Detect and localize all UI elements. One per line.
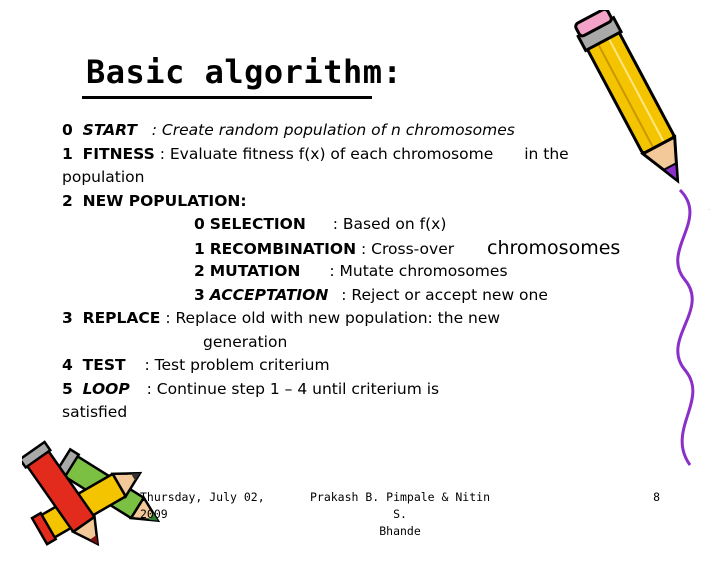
substep-term: RECOMBINATION xyxy=(209,239,357,258)
footer-authors-line1: Prakash B. Pimpale & Nitin S. xyxy=(309,490,490,521)
step-description-cont: population xyxy=(62,168,145,186)
footer-date xyxy=(140,489,270,523)
step-number: 4 xyxy=(62,356,73,374)
step-number: 1 xyxy=(62,144,73,163)
substep-description: : Cross-over xyxy=(361,239,455,258)
substep-term: ACCEPTATION xyxy=(209,285,329,304)
substep-acceptation xyxy=(62,284,702,308)
step-description: : Replace old with new population: the new xyxy=(165,309,501,327)
squiggle-line xyxy=(640,180,720,470)
step-term: LOOP xyxy=(82,379,130,398)
substep-recombination xyxy=(62,237,702,261)
title-underline xyxy=(82,96,372,99)
step-term: NEW POPULATION: xyxy=(82,191,247,210)
substep-description-tail: chromosomes xyxy=(487,236,621,259)
step-loop-continued xyxy=(62,401,702,425)
substep-mutation xyxy=(62,260,702,284)
substep-number: 2 xyxy=(194,262,205,280)
step-number: 5 xyxy=(62,379,73,398)
step-number: 3 xyxy=(62,309,73,327)
step-description-cont: satisfied xyxy=(62,403,128,421)
step-description: : Continue step 1 – 4 until criterium is xyxy=(146,379,440,398)
step-replace-continued xyxy=(62,331,702,355)
step-number: 2 xyxy=(62,191,73,210)
step-number: 0 xyxy=(62,121,73,139)
substep-number: 0 xyxy=(194,215,205,233)
footer-authors-line2: Bhande xyxy=(379,524,421,538)
substep-number: 3 xyxy=(194,285,205,304)
substep-term: MUTATION xyxy=(209,262,301,280)
substep-description: : Reject or accept new one xyxy=(341,285,548,304)
step-replace xyxy=(62,307,702,331)
substep-number: 1 xyxy=(194,239,205,258)
substep-selection xyxy=(62,213,702,237)
slide-title: Basic algorithm: xyxy=(86,53,403,91)
footer-date-line1: Thursday, July 02, xyxy=(140,490,265,504)
step-test xyxy=(62,354,702,378)
step-term: FITNESS xyxy=(82,144,155,163)
footer-date-line2: 2009 xyxy=(140,507,168,521)
step-description: : Create random population of n chromosomes xyxy=(151,121,515,139)
step-description-cont: generation xyxy=(203,332,288,351)
step-description-tail: in the xyxy=(524,144,569,163)
step-term: TEST xyxy=(82,356,126,374)
substep-description: : Based on f(x) xyxy=(332,215,447,233)
step-description: : Evaluate fitness f(x) of each chromosome xyxy=(159,144,494,163)
substep-term: SELECTION xyxy=(209,215,306,233)
substep-description: : Mutate chromosomes xyxy=(329,262,508,280)
step-term: START xyxy=(82,121,137,139)
footer-authors xyxy=(305,489,495,540)
page-number: 8 xyxy=(653,490,660,504)
step-description: : Test problem criterium xyxy=(144,356,330,374)
step-loop xyxy=(62,378,702,402)
step-term: REPLACE xyxy=(82,309,161,327)
